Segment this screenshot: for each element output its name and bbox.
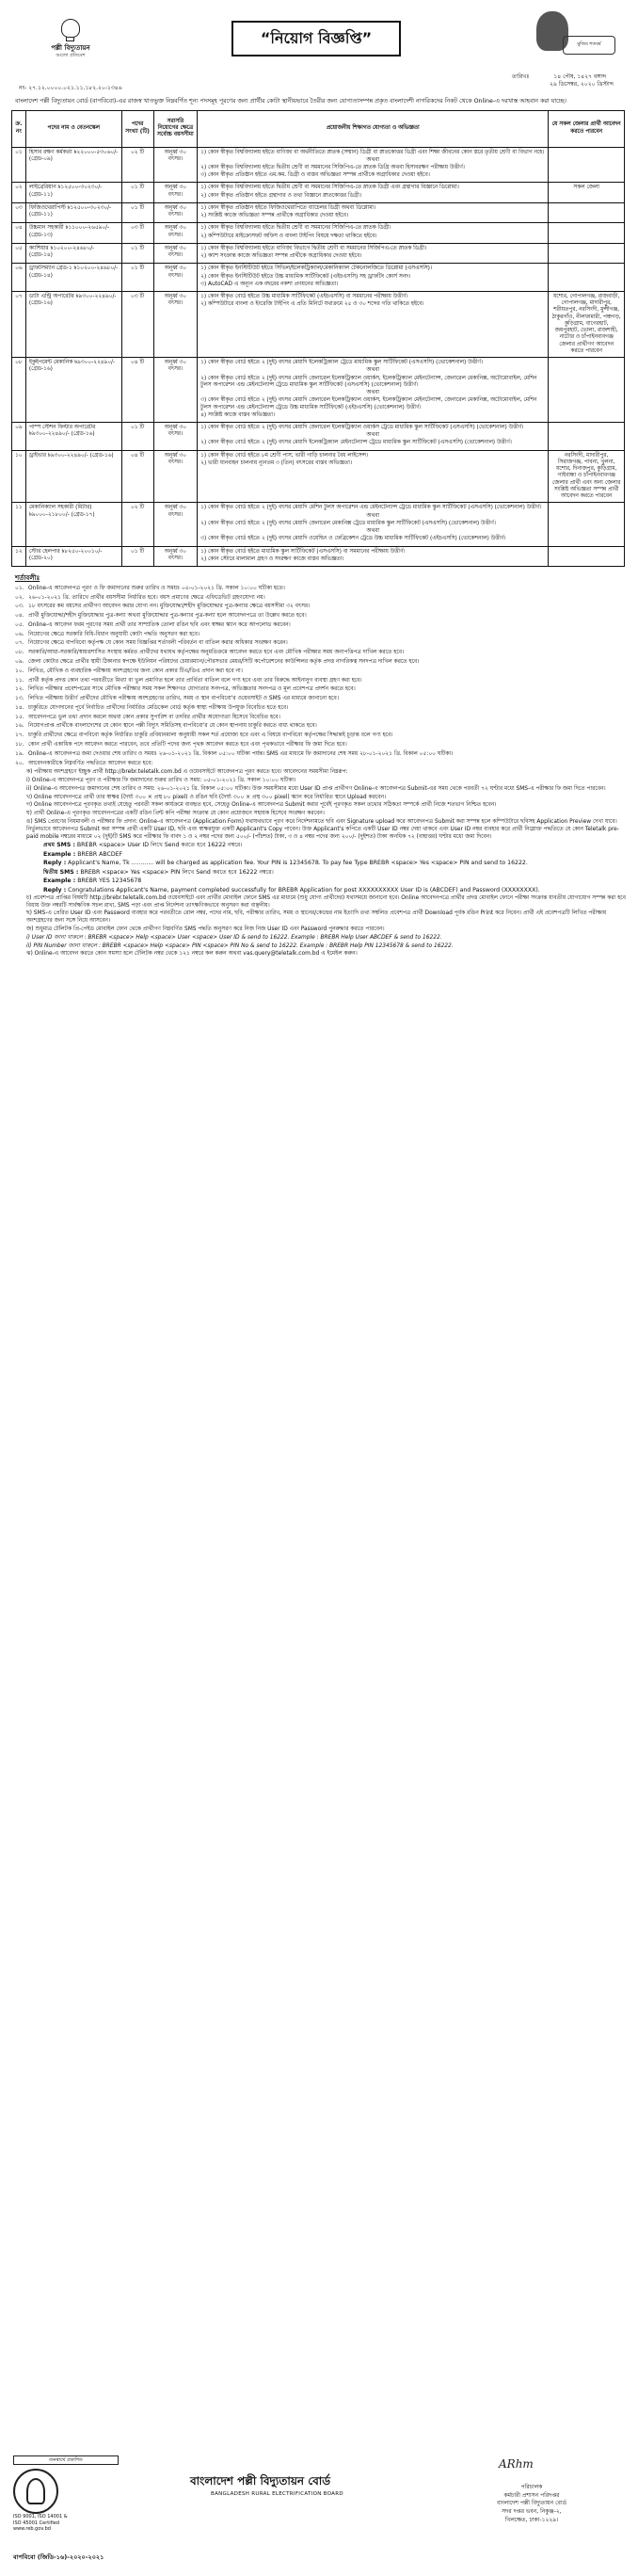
condition-number: ১৮.: [15, 742, 24, 749]
cell-district: [549, 243, 625, 263]
condition-text: ২৬-০১-২০২১ খ্রি. তারিখে প্রার্থীর বয়সসীমা নির্ধারিত হবে। বয়স প্রমাণের ক্ষেত্রে এফিডেভিট গ্রহণযোগ্য নয়।: [28, 594, 265, 601]
condition-text: Online-এ আবেদনপত্র জমা দেওয়ার শেষ তারিখ ও সময়ঃ ২৬-০১-২০২১ খ্রি. বিকাল ০৫:০০ ঘটিকা পর্যন্ত। SMS এর মাধ্যমে ফি জমাদানের শেষ সময় ২৮-০১-২০২১ খ্রি. বিকাল ০৫:০০ ঘটিকা।: [28, 750, 454, 757]
cell-count: ০৪ টি: [121, 450, 153, 503]
cell-age: অনূর্ধ্ব ৩০ বৎসর।: [153, 503, 198, 546]
qualification-line: ৪) সংশ্লিষ্ট কাজে বাস্তব অভিজ্ঞতা।: [200, 411, 276, 418]
cell-post-name: ক্যাশিয়ার ৳১০২০০-২৪৬৮০/- (গ্রেড-১৪): [25, 243, 121, 263]
cell-qualification: [198, 183, 549, 202]
procedure-step: ক) পরীক্ষায় অংশগ্রহণে ইচ্ছুক প্রার্থী http://brebr.teletalk.com.bd এ ওয়েবসাইটে আবেদনপত্র পূরণ করতে হবে। আবেদনের সময়সীমা নিম্নরূপ:: [26, 769, 348, 776]
cell-age: অনূর্ধ্ব ৩০ বৎসর।: [153, 147, 198, 183]
condition-item: [15, 715, 621, 722]
notice-code: বাপবিবো (জিডি-১৬)-২০২০-২০২১: [13, 2553, 104, 2561]
cell-count: ০৪ টি: [121, 358, 153, 423]
sms-text: BREBR <space> Yes <space> PIN লিখে Send করতে হবে 16222 নম্বরে।: [80, 868, 274, 876]
procedure-step: ঝ) Online-এ আবেদন করতে কোন সমস্যা হলে টেলিটক নম্বর থেকে ১২১ নম্বরে কল করুন অথবা vas.query@teletalk.com.bd এ ইমেইল করুন।: [26, 951, 358, 958]
condition-number: ০৩.: [15, 604, 24, 610]
qualification-line: ১) কোন স্বীকৃত বিশ্ববিদ্যালয় হইতে বাণিজ্য বা অর্থনীতিতে স্নাতক (সম্মান) ডিগ্রী বা স্নাতকোত্তর ডিগ্রী এবং শিক্ষা জীবনের কোন স্তরে তৃতীয় শ্রেণী বা বিভাগ নহে।: [200, 149, 545, 155]
qualification-line: অথবা: [366, 367, 380, 374]
conditions-title: শর্তাবলীঃ: [15, 573, 40, 582]
condition-item: [15, 761, 621, 768]
condition-number: ১৯.: [15, 750, 24, 757]
qualification-line: ২) কম্পিউটারে বাংলা ও ইংরেজি টাইপিং এ প্রতি মিনিটে যথাক্রমে ২৫ ও ৩০ শব্দের গতি থাকিতে হইবে।: [200, 301, 424, 308]
sms-text: Congratulations Applicant's Name, payment completed successfully for BREBR Application for post XXXXXXXXXX User ID is (ABCDEF) and Password (XXXXXXXX).: [68, 886, 540, 894]
cell-no: ১০: [12, 450, 26, 503]
table-row: [12, 450, 625, 503]
notice-date: [512, 73, 614, 88]
table-row: [12, 264, 625, 292]
table-header-row: [12, 110, 625, 147]
table-row: [12, 202, 625, 222]
qualification-line: ২) কোন স্বীকৃত বিশ্ববিদ্যালয় হইতে দ্বিতীয় শ্রেণী বা সমমানের সিজিপিএ-তে স্নাতক ডিগ্রি অথবা হিসাবরক্ষণ পরীক্ষায় উত্তীর্ণ।: [200, 164, 465, 170]
condition-text: লিখিত, মৌখিক ও ব্যবহারিক পরীক্ষায় অংশগ্রহণের জন্য কোন প্রকার টিএ/ডিএ প্রদান করা হবে না।: [28, 668, 243, 674]
logo-subtitle: আলো প্রতিবেশ: [56, 52, 86, 58]
header-post-name: পদের নাম ও বেতনস্কেল: [25, 110, 121, 147]
condition-text: চাকুরি প্রার্থীদের ক্ষেত্রে বাপবিবো কর্তৃক নির্ধারিত চাকুরি প্রবিধানমালা অনুযায়ী সকল শর্ত প্রযোজ্য হবে এবং এ বিষয়ে বাপবিবো কর্তৃপক্ষের সিদ্ধান্তই চূড়ান্ত বলে গণ্য হবে।: [28, 733, 393, 739]
procedure-step: ছ) SMS-এ প্রেরিত User ID এবং Password ব্যবহার করে পরবর্তীতে রোল নম্বর, পদের নাম, ছবি, পরীক্ষার তারিখ, সময় ও স্থানের/কেন্দ্রের নাম ইত্যাদি তথ্য সম্বলিত প্রবেশপত্র প্রার্থী Download পূর্বক রঙিন Print করে নিবেন। প্রার্থী এই প্রবেশপত্রটি লিখিত পরীক্ষায় অংশগ্রহণের জন্য সঙ্গে নিয়ে আসবেন।: [26, 910, 607, 925]
cell-qualification: [198, 243, 549, 263]
memo-number: নং- ২৭.১২.০০০০.০২১.১১.১৮২.২০-১৩৪৬: [19, 85, 122, 91]
notice-title: “নিয়োগ বিজ্ঞপ্তি”: [231, 21, 401, 56]
table-row: [12, 503, 625, 546]
qualification-line: ১) কোন স্বীকৃত বিশ্ববিদ্যালয় হইতে দ্বিতীয় শ্রেণী বা সমমানের সিজিপিএ-তে স্নাতক ডিগ্রী।: [200, 225, 391, 232]
breb-logo-icon: [13, 2469, 58, 2514]
condition-number: ০৪.: [15, 613, 24, 620]
condition-text: Online-এ আবেদনপত্র পূরণ ও ফি জমাদানের শুরুর তারিখ ও সময়ঃ ০৫-০১-২০২১ খ্রি. সকাল ১০:০০ ঘটিকা হতে।: [28, 585, 285, 591]
cell-qualification: [198, 147, 549, 183]
cell-count: ০১ টি: [121, 243, 153, 263]
cell-district: [549, 503, 625, 546]
condition-item: [15, 613, 621, 620]
procedure-step: চ) প্রবেশপত্র প্রাপ্তির বিষয়টি http://brebr.teletalk.com.bd ওয়েবসাইটে এবং প্রার্থীর মোবাইল ফোনে SMS এর মাধ্যমে (শুধু যোগ্য প্রার্থীদের) যথাসময়ে জানানো হবে। Online আবেদনপত্রে প্রার্থীর প্রদত্ত মোবাইল ফোনে পরীক্ষা সংক্রান্ত যাবতীয় যোগাযোগ সম্পন্ন করা হবে বিধায় উক্ত নম্বরটি সার্বক্ষণিক সচল রাখা, SMS পড়া এবং প্রাপ্ত নির্দেশনা তাৎক্ষণিকভাবে অনুসরণ করা বাঞ্ছনীয়।: [26, 894, 626, 909]
qualification-line: ১) কোন স্বীকৃত বিশ্ববিদ্যালয় হইতে বাণিজ্য বিভাগে দ্বিতীয় শ্রেণী বা সমমানের সিজিপিএ-তে স্নাতক ডিগ্রী।: [200, 245, 427, 251]
signer-line: খিলক্ষেত, ঢাকা-১২২৯।: [504, 2516, 559, 2523]
condition-number: ২০.: [15, 760, 24, 766]
qualification-line: অথবা: [366, 528, 380, 535]
posts-table: [11, 110, 625, 567]
sms-label: Reply :: [43, 886, 67, 894]
qualification-line: অথবা: [366, 512, 380, 519]
qualification-line: ২) কোন স্বীকৃত বোর্ড হইতে ২ (দুই) বৎসর মেয়াদি ইলেকট্রিক্যাল মেইনটেন্যান্স ট্রেডে মাধ্যমিক স্কুল সার্টিফিকেট (এসএসসি) (ভোকেশনাল) উত্তীর্ণ।: [200, 440, 512, 446]
condition-item: [15, 678, 621, 685]
condition-item: [15, 604, 621, 611]
sms-line: [43, 860, 630, 867]
signer-line: সদর দপ্তর ভবন, নিকুঞ্জ-২,: [502, 2508, 562, 2516]
notice-footer: [6, 2455, 630, 2568]
condition-number: ০২.: [15, 594, 24, 601]
cell-qualification: [198, 358, 549, 423]
cell-district: যশোর, গোপালগঞ্জ, রাজবাড়ী, গোপালগঞ্জ, মাদারীপুর, শরীয়তপুর, নরসিংদী, মুন্সীগঞ্জ, ঠাকুরগাঁও, নীলফামারী, পঞ্চগড়, কুড়িগ্রাম, বাগেরহাট, জয়পুরহাট, ভোলা, রাজশাহী, নাটোর ও চাঁপাইনবাবগঞ্জ জেলার প্রার্থীগণ আবেদন করতে পারবেন: [549, 292, 625, 358]
sms-label: প্রথম SMS :: [43, 842, 75, 849]
condition-number: ১২.: [15, 686, 24, 693]
bulb-icon: [61, 19, 80, 38]
header-qualification: প্রয়োজনীয় শিক্ষাগত যোগ্যতা ও অভিজ্ঞতা: [198, 110, 549, 147]
table-row: [12, 292, 625, 358]
board-name: বাংলাদেশ পল্লী বিদ্যুতায়ন বোর্ড: [190, 2474, 331, 2487]
procedure-step: ii) Online-এ আবেদনপত্র জমাদানের শেষ তারিখ ও সময়: ২৬-০১-২০২১ খ্রি. বিকাল ০৫:০০ ঘটিকা। উক্ত সময়সীমার মধ্যে User ID প্রাপ্ত প্রার্থীগণ Online-এ আবেদনপত্র Submit-এর সময় থেকে পরবর্তী ৭২ ঘণ্টার মধ্যে SMS-এ পরীক্ষার ফি জমা দিতে পারবেন।: [26, 785, 606, 792]
cell-age: অনূর্ধ্ব ৩০ বৎসর।: [153, 546, 198, 566]
cell-post-name: ডাটা এন্ট্রি অপারেটর ৳৯৩০০-২২৪৯০/- (গ্রেড-১৬): [25, 292, 121, 358]
intro-paragraph: বাংলাদেশ পল্লী বিদ্যুতায়ন বোর্ড (বাপবিবো)-এর রাজস্ব খাতভুক্ত নিম্নবর্ণিত শূন্য পদসমূহ পূরণের জন্য প্রার্থীর কোটা স্থানীয়ভাবে তৈরীর জন্য যোগ্যতাসম্পন্ন প্রকৃত বাংলাদেশী নাগরিকদের নিকট থেকে Online-এ দরখাস্ত আহবান করা যাচ্ছে।: [15, 98, 566, 105]
procedure-step: ঙ) SMS প্রেরণের নিয়মাবলী ও পরীক্ষার ফি প্রদান: Online-এ আবেদনপত্র (Application Form) যথাযথভাবে পূরণ করে নির্দেশনামতে ছবি এবং Signature upload করে আবেদনপত্র Submit করা সম্পন্ন হলে কম্পিউটারে ছবিসহ Application Preview দেখা যাবে। নির্ভুলভাবে আবেদনপত্র Submit করা সম্পন্ন প্রার্থী একটি User ID, ছবি এবং স্বাক্ষরযুক্ত একটি Applicant's Copy পাবেন। উক্ত Applicant's কপিতে একটি User ID নম্বর দেয়া থাকবে এবং User ID নম্বর ব্যবহার করে প্রার্থী নিম্নোক্ত পদ্ধতিতে যে কোন Teletalk pre-paid mobile নম্বরের মাধ্যমে ০২ (দুই)টি SMS করে পরীক্ষার ফি বাবদ ১ ও ২ নম্বর পদের জন্য ৫০০/- (পাঁচশত) টাকা, ৩ ও ৪ নম্বর পদের জন্য ২০০/- (দুইশত) টাকা অনধিক ৭২ (বাহাত্তর) ঘণ্টার মধ্যে জমা দিবেন।: [26, 819, 619, 840]
procedure-step: i) Online-এ আবেদনপত্র পূরণ ও পরীক্ষার ফি জমাদানের শুরুর তারিখ ও সময়: ০৫-০১-২০২১ খ্রি. সকাল ১০:০০ ঘটিকা।: [26, 778, 296, 784]
cell-post-name: ড্রাইভার ৳৯৩০০-২২৪৯০/- (গ্রেড-১৬): [25, 450, 121, 503]
condition-text: চাকুরিতে যোগদানের পূর্বে নির্বাচিত প্রার্থীদের নির্ধারিত মেডিকেল বোর্ড কর্তৃক স্বাস্থ্য পরীক্ষায় উপযুক্ত বিবেচিত হতে হবে।: [28, 704, 289, 711]
cell-no: ০৮: [12, 358, 26, 423]
qualification-line: ১) কোন স্বীকৃত প্রতিষ্ঠান হইতে ফিজিওথেরাপিতে ব্যাচেলর ডিগ্রী অথবা ডিপ্লোমা।: [200, 204, 376, 211]
cell-post-name: ইকুইপমেন্ট মেকানিক ৳৯৩০০-২২৪৯০/- (গ্রেড-১৬): [25, 358, 121, 423]
cell-post-name: ড্রাফটসম্যান গ্রেড-১ ৳১০২০০-২৪৬৮০/- (গ্রেড-১৪): [25, 264, 121, 292]
cell-qualification: [198, 223, 549, 243]
cell-district: [549, 147, 625, 183]
cell-no: ০৭: [12, 292, 26, 358]
table-row: [12, 358, 625, 423]
cell-district: [549, 423, 625, 451]
iso-line: ISO 9001, ISO 14001 &: [13, 2514, 68, 2520]
application-procedure-continued: [6, 895, 630, 958]
sms-instructions: [6, 842, 630, 894]
qualification-line: ১) কোন স্বীকৃত বোর্ড হইতে ২ (দুই) বৎসর মেয়াদি মেশিন টুলস অপারেশন এন্ড মেইনটেন্যান্স ট্রেডে মাধ্যমিক স্কুল সার্টিফিকেট (এসএসসি) (ভোকেশনাল) উত্তীর্ণ।: [200, 505, 542, 511]
date-label: তারিখঃ: [512, 73, 530, 80]
table-row: [12, 147, 625, 183]
cell-qualification: [198, 292, 549, 358]
signer-line: বাংলাদেশ পল্লী বিদ্যুতায়ন বোর্ড: [497, 2500, 566, 2507]
date-english: ২৯ ডিসেম্বর, ২০২০ খ্রিস্টাব্দ: [550, 80, 614, 88]
qualification-line: ১) কোন স্বীকৃত বোর্ড হইতে ২ (দুই) বৎসর মেয়াদি জেনারেল ইলেকট্রিক্যাল ওয়ার্কস ট্রেডে মাধ্যমিক স্কুল সার্টিফিকেট (এসএসসি) (ভোকেশনাল) উত্তীর্ণ।: [200, 425, 524, 430]
cell-count: ০৩ টি: [121, 223, 153, 243]
cell-count: ০১ টি: [121, 423, 153, 451]
qualification-line: অথবা: [366, 432, 380, 439]
cell-qualification: [198, 546, 549, 566]
cell-district: [549, 264, 625, 292]
cell-qualification: [198, 264, 549, 292]
sms-line: [43, 869, 630, 877]
condition-text: আবেদনপত্রে ভুল তথ্য প্রদান করলে অথবা কোন প্রকার সুপারিশ বা তদবির প্রার্থীর অযোগ্যতা হিসেবে বিবেচিত হবে।: [28, 714, 280, 720]
date-bangla: ১৪ পৌষ, ১৪২৭ বঙ্গাব্দ: [553, 73, 607, 80]
conditions-list: [15, 586, 621, 768]
cell-district: সকল জেলা: [549, 183, 625, 202]
cell-no: ০৩: [12, 202, 26, 222]
cell-post-name: স্টোর হেলপার ৳৮২৫০-২০০১০/- (গ্রেড-২০): [25, 546, 121, 566]
condition-text: লিখিত পরীক্ষায় উত্তীর্ণ প্রার্থীদের মৌখিক পরীক্ষায় অংশগ্রহণের তারিখ, সময় ও স্থান বাপবিবো'র ওয়েবসাইট ও SMS এর মাধ্যমে জানানো হবে।: [28, 696, 339, 702]
cell-qualification: [198, 450, 549, 503]
header-district: যে সকল জেলার প্রার্থী আবেদন করতে পারবেন: [549, 110, 625, 147]
condition-item: [15, 640, 621, 648]
condition-number: ১৩.: [15, 696, 24, 702]
sms-label: Reply :: [43, 860, 67, 867]
qualification-line: ৩) কোন স্বীকৃত বোর্ড হইতে ২ (দুই) বৎসর মেয়াদি জেনারেল ইলেকট্রিক্যাল ওয়ার্কস, ইলেকট্রিক্যাল মেইনটেন্যান্স, জেনারেল মেকানিক্স, অটোমোবাইল, মেশিন টুলস অপারেশন এন্ড মেইনটেন্যান্স ট্রেডে উচ্চ মাধ্যমিক সার্টিফিকেট (এইচএসসি) (ভোকেশনাল) উত্তীর্ণ।: [200, 397, 537, 411]
iso-certification: [13, 2514, 68, 2533]
cell-no: ০১: [12, 147, 26, 183]
procedure-step: ঘ) প্রার্থী Online-এ পূরণকৃত আবেদনপত্রের একটি রঙিন প্রিন্ট কপি পরীক্ষা সংক্রান্ত যে কোন প্রয়োজনে সহায়ক হিসেবে সংরক্ষণ করবেন।: [26, 811, 325, 817]
condition-item: [15, 595, 621, 603]
condition-text: লিখিত পরীক্ষার প্রবেশপত্রের সাথে মৌখিক পরীক্ষার সময় সকল শিক্ষাগত যোগ্যতার সনদপত্র, অভিজ্ঞতার সনদপত্র ও মূল প্রবেশপত্র প্রদর্শন করতে হবে।: [28, 686, 356, 693]
signer-line: পরিচালক: [520, 2484, 543, 2490]
condition-number: ১৫.: [15, 714, 24, 720]
cell-no: ০৯: [12, 423, 26, 451]
condition-number: ০৭.: [15, 640, 24, 647]
condition-item: [15, 668, 621, 676]
qualification-line: ৩) AutoCAD এ অন্যূন এক বছরের নকশা প্রণয়নের অভিজ্ঞতা।: [200, 281, 339, 287]
condition-text: ১৮ বৎসরের কম বয়সের প্রার্থীগণ আবেদন করার যোগ্য নন। মুক্তিযোদ্ধা/শহীদ মুক্তিযোদ্ধার পুত্র-কন্যার ক্ষেত্রে বয়সসীমা ৩২ বৎসর।: [28, 604, 311, 610]
condition-text: নিয়োগপ্রাপ্ত প্রার্থীকে বাংলাদেশের যে কোন স্থানে পল্লী বিদ্যুৎ সমিতিসহ বাপবিবো'র যে কোন স্থাপনায় চাকুরি করতে বাধ্য থাকতে হবে।: [28, 723, 317, 730]
condition-text: প্রার্থী কর্তৃক প্রদত্ত কোন তথ্য পরবর্তীতে মিথ্যা বা ভুল প্রমাণিত হলে তার প্রার্থিতা বাতিল বলে গণ্য হবে এবং তার বিরুদ্ধে আইনানুগ ব্যবস্থা গ্রহণ করা হবে।: [28, 677, 362, 684]
website-link[interactable]: www.reb.gov.bd: [13, 2526, 51, 2532]
condition-item: [15, 622, 621, 630]
procedure-step: i) User ID জানা থাকলে : BREBR <space> Help <space> User <space> User ID & send to 16222. Example : BREBR Help User ABCDEF & send to 16222.: [26, 934, 442, 941]
sms-line: [43, 851, 630, 859]
condition-text: প্রার্থী মুক্তিযোদ্ধা/শহীদ মুক্তিযোদ্ধার পুত্র-কন্যা অথবা মুক্তিযোদ্ধার পুত্র-কন্যার পুত্র-কন্যা হলে আবেদনপত্রে তা উল্লেখ করতে হবে।: [28, 613, 307, 620]
condition-number: ০৬.: [15, 631, 24, 637]
header-count: পদের সংখ্যা (টি): [121, 110, 153, 147]
qualification-line: অথবা: [366, 390, 380, 396]
header-no: ক্র. নং: [12, 110, 26, 147]
qualification-line: ২) কোন স্বীকৃত প্রতিষ্ঠান হইতে গ্রন্থাগার ও তথ্য বিজ্ঞানে স্নাতকোত্তর ডিগ্রী।: [200, 192, 361, 199]
cell-age: অনূর্ধ্ব ৩০ বৎসর।: [153, 292, 198, 358]
sms-label: দ্বিতীয় SMS :: [43, 868, 79, 876]
sms-text: BREBR <space> User ID লিখে Send করতে হবে 16222 নম্বরে।: [76, 842, 243, 849]
signature: ARhm: [499, 2457, 534, 2471]
condition-item: [15, 659, 621, 667]
sms-text: BREBR YES 12345678: [77, 877, 142, 885]
cell-age: অনূর্ধ্ব ৩০ বৎসর।: [153, 243, 198, 263]
cell-no: ০৫: [12, 243, 26, 263]
qualification-line: ২) কোন স্বীকৃত ইনস্টিটিউট হইতে উচ্চ মাধ্যমিক সার্টিফিকেট (এইচএসসি) সহ ড্রাফটিং কোর্স সনদ।: [200, 273, 411, 280]
cell-age: অনূর্ধ্ব ৩০ বৎসর।: [153, 450, 198, 503]
condition-text: নিয়োগের ক্ষেত্রে সরকারি বিধি-বিধান অনুযায়ী কোটা পদ্ধতি অনুসরণ করা হবে।: [28, 631, 200, 637]
condition-item: [15, 632, 621, 639]
qualification-line: ১) কোন স্বীকৃত বোর্ড হইতে মাধ্যমিক স্কুল সার্টিফিকেট (এসএসসি) বা সমমানের পরীক্ষায় উত্তীর্ণ।: [200, 548, 406, 555]
qualification-line: অথবা: [366, 156, 380, 163]
procedure-step: ii) PIN Number জানা থাকলে : BREBR <space> Help <space> PIN <space> PIN No & send to 16222. Example : BREBR Help PIN 12345678 & send to 16222.: [26, 942, 454, 949]
cell-post-name: লাইব্রেরিয়ান ৳১২৫০০-৩০২৩০/- (গ্রেড-১১): [25, 183, 121, 202]
condition-text: নিয়োগের ক্ষেত্রে বাপবিবো কর্তৃপক্ষ যে কোন সময় বিজ্ঞপ্তির শর্তাবলী পরিবর্তন বা বাতিল করার অধিকার সংরক্ষণ করেন।: [28, 640, 288, 647]
condition-item: [15, 696, 621, 703]
cell-count: ০২ টি: [121, 147, 153, 183]
condition-item: [15, 705, 621, 713]
table-row: [12, 423, 625, 451]
sms-line: [43, 842, 630, 849]
table-row: [12, 243, 625, 263]
sms-label: Example :: [43, 877, 76, 885]
cell-count: ০২ টি: [121, 503, 153, 546]
qualification-line: ১) কোন স্বীকৃত বোর্ড হইতে ৮ম শ্রেণী পাস; ভারী গাড়ি চালনার বৈধ লাইসেন্স।: [200, 452, 369, 459]
rural-electrification-logo: [34, 19, 107, 68]
sms-line: [43, 887, 630, 894]
qualification-line: ১) কোন স্বীকৃত বোর্ড হইতে ২ (দুই) বৎসর মেয়াদি ইলেকট্রিক্যাল ট্রেডে মাধ্যমিক স্কুল সার্টিফিকেট (এসএসসি) (ভোকেশনাল) উত্তীর্ণ।: [200, 360, 484, 366]
qualification-line: ২) কোন স্বীকৃত বোর্ড হইতে ২ (দুই) বৎসর মেয়াদি জেনারেল মেকানিক্স ট্রেডে মাধ্যমিক স্কুল সার্টিফিকেট (এসএসসি) (ভোকেশনাল) উত্তীর্ণ।: [200, 520, 496, 526]
condition-number: ১০.: [15, 668, 24, 674]
condition-item: [15, 751, 621, 759]
condition-item: [15, 733, 621, 740]
cell-post-name: উচ্চমান সহকারী ৳১১০০০-২৬৫৯০/- (গ্রেড-১৩): [25, 223, 121, 243]
cell-district: [549, 223, 625, 243]
sms-label: Example :: [43, 850, 76, 858]
cell-district: নরসিংদী, মাদারীপুর, সিরাজগঞ্জ, পাবনা, খুলনা, যশোর, দিনাজপুর, কুড়িগ্রাম, গাইবান্ধা ও চাঁপাইনবাবগঞ্জ জেলার প্রার্থী এবং অন্য জেলার সংশ্লিষ্ট অভিজ্ঞতা সম্পন্ন প্রার্থী আবেদন করতে পারবেন: [549, 450, 625, 503]
condition-number: ০৫.: [15, 621, 24, 628]
cell-qualification: [198, 503, 549, 546]
cell-no: ১২: [12, 546, 26, 566]
cell-no: ০২: [12, 183, 26, 202]
qualification-line: ২) সংশ্লিষ্ট কাজে অভিজ্ঞতা সম্পন্ন প্রার্থীকে অগ্রাধিকার দেওয়া হইবে।: [200, 213, 348, 219]
cell-count: ০১ টি: [121, 546, 153, 566]
qualification-line: ২) কম্পিউটারে মাইক্রোসফট অফিস ও বাংলা টাইপিং বিষয়ে দক্ষতা থাকিতে হইবে।: [200, 233, 377, 239]
condition-item: [15, 686, 621, 694]
condition-text: Online-এ আবেদন ফরম পূরণের সময় প্রার্থী তার সাম্প্রতিক তোলা রঙিন ছবি এবং স্বাক্ষর স্ক্যান করে আপলোড করবেন।: [28, 621, 291, 628]
cell-no: ০৪: [12, 223, 26, 243]
condition-number: ১৬.: [15, 723, 24, 730]
cell-age: অনূর্ধ্ব ৩০ বৎসর।: [153, 202, 198, 222]
condition-number: ১৪.: [15, 704, 24, 711]
qualification-line: ২) কোন স্টোরে মালামাল গ্রহণ ও সংরক্ষণ কাজে বাস্তব অভিজ্ঞতা।: [200, 555, 344, 562]
cell-no: ০৬: [12, 264, 26, 292]
iso-line: ISO 45001 Certified: [13, 2520, 60, 2526]
cell-post-name: মেকানিক্যাল সহকারী (মিটার) ৳৯০০০-২১৮০০/- (গ্রেড-১৭): [25, 503, 121, 546]
condition-text: কোন প্রার্থী একাধিক পদে আবেদন করতে পারবেন, তবে প্রতিটি পদের জন্য পৃথক আবেদন করতে হবে এবং পৃথকভাবে পরীক্ষার ফি জমা দিতে হবে।: [28, 742, 347, 749]
table-row: [12, 183, 625, 202]
condition-item: [15, 723, 621, 731]
qualification-line: ৩) কোন স্বীকৃত প্রতিষ্ঠান হইতে এম.কম. ডিগ্রী ও বাস্তব অভিজ্ঞতা সম্পন্ন প্রার্থীকে অগ্রাধিকার দেওয়া হইবে।: [200, 172, 430, 179]
mujib-portrait: [512, 9, 617, 68]
condition-item: [15, 650, 621, 657]
qualification-line: ৩) কোন স্বীকৃত বোর্ড হইতে ২ (দুই) বৎসর মেয়াদি ওয়েল্ডিং ও ফেব্রিকেশন ট্রেডে উচ্চ মাধ্যমিক সার্টিফিকেট (এইচএসসি) (ভোকেশনাল) উত্তীর্ণ।: [200, 536, 506, 542]
condition-text: আবেদনকারীকে নিম্নবর্ণিত পদ্ধতিতে আবেদন করতে হবে:: [28, 760, 153, 766]
cell-age: অনূর্ধ্ব ৩০ বৎসর।: [153, 358, 198, 423]
board-name-english: BANGLADESH RURAL ELECTRIFICATION BOARD: [211, 2491, 343, 2497]
qualification-line: ২) ক্যাশ সংক্রান্ত কাজে অভিজ্ঞতা সম্পন্ন প্রার্থীকে অগ্রাধিকার দেওয়া হইবে।: [200, 253, 362, 260]
cell-count: ০৩ টি: [121, 292, 153, 358]
cell-count: ০১ টি: [121, 264, 153, 292]
qualification-line: ২) কোন স্বীকৃত বোর্ড হইতে ২ (দুই) বৎসর মেয়াদি জেনারেল ইলেকট্রিক্যাল ওয়ার্কস, ইলেকট্রিক্যাল মেইনটেন্যান্স, জেনারেল মেকানিক্স, অটোমোবাইল, মেশিন টুলস অপারেশন এন্ড মেইনটেন্যান্স ট্রেডে মাধ্যমিক স্কুল সার্টিফিকেট (এসএসসি) (ভোকেশনাল) উত্তীর্ণ।: [200, 375, 537, 388]
qualification-line: ১) কোন স্বীকৃত বোর্ড হইতে উচ্চ মাধ্যমিক সার্টিফিকেট (এইচএসসি) বা সমমানের পরীক্ষায় উত্তীর্ণ।: [200, 294, 408, 300]
sms-text: BREBR ABCDEF: [77, 850, 123, 858]
cell-count: ০১ টি: [121, 202, 153, 222]
condition-number: ০৮.: [15, 650, 24, 656]
sms-line: [43, 877, 630, 885]
cell-age: অনূর্ধ্ব ৩০ বৎসর।: [153, 183, 198, 202]
logo-title: পল্লী বিদ্যুতায়ন: [51, 44, 90, 52]
condition-number: ১৭.: [15, 733, 24, 739]
cell-no: ১১: [12, 503, 26, 546]
cell-age: অনূর্ধ্ব ৩০ বৎসর।: [153, 423, 198, 451]
application-procedure: [6, 769, 630, 841]
procedure-step: গ) Online আবেদনপত্রে পূরণকৃত তথ্যই যেহেতু পরবর্তী সকল কার্যক্রমে ব্যবহৃত হবে, সেহেতু Online-এ আবেদনপত্র Submit করার পূর্বেই পূরণকৃত সকল তথ্যের সঠিকতা সম্পর্কে প্রার্থী নিজে শতভাগ নিশ্চিত হবেন।: [26, 802, 497, 809]
condition-number: ০৯.: [15, 658, 24, 665]
table-row: [12, 546, 625, 566]
cell-qualification: [198, 423, 549, 451]
condition-text: সরকারি/আধা-সরকারি/স্বায়ত্তশাসিত সংস্থায় কর্মরত প্রার্থীদের যথাযথ কর্তৃপক্ষের অনুমতিক্রমে আবেদন করতে হবে এবং মৌখিক পরীক্ষার সময় অনাপত্তিপত্র দাখিল করতে হবে।: [28, 650, 405, 656]
public-interest-tag: জনস্বার্থে প্রকাশিত: [13, 2455, 119, 2465]
header-age: সরাসরি নিয়োগের ক্ষেত্রে সর্বোচ্চ বয়সসীমা: [153, 110, 198, 147]
cell-qualification: [198, 202, 549, 222]
qualification-line: ২) ভারী যানবাহন চালনায় ন্যূনতম ৩ (তিন) বৎসরের বাস্তব অভিজ্ঞতা।: [200, 459, 352, 466]
recruitment-notice: [6, 6, 630, 2568]
cell-district: [549, 358, 625, 423]
cell-age: অনূর্ধ্ব ৩০ বৎসর।: [153, 264, 198, 292]
signer-block: [461, 2484, 602, 2524]
condition-item: [15, 742, 621, 749]
table-row: [12, 223, 625, 243]
condition-text: জেলা কোটার ক্ষেত্রে প্রার্থীর স্থায়ী ঠিকানার স্বপক্ষে ইউনিয়ন পরিষদের চেয়ারম্যান/পৌরসভার মেয়র/সিটি কর্পোরেশনের কাউন্সিলর কর্তৃক প্রদত্ত নাগরিকত্ব সনদপত্র দাখিল করতে হবে।: [28, 658, 420, 665]
qualification-line: ১) কোন স্বীকৃত ইনস্টিটিউট হইতে সিভিল/ইলেকট্রিক্যাল/মেকানিক্যাল টেকনোলজিতে ডিপ্লোমা (এসএসসি)।: [200, 266, 433, 272]
procedure-step: জ) শুধুমাত্র টেলিটক প্রি-পেইড মোবাইল ফোন থেকে প্রার্থীগণ নিম্নবর্ণিত SMS পদ্ধতি অনুসরণ করে নিজ নিজ User ID এবং Password পুনরুদ্ধার করতে পারবেন।: [26, 926, 385, 933]
cell-post-name: পাম্প স্টেশন ফিল্টার অপারেটর ৳৯৩০০-২২৪৯০/- (গ্রেড-১৬): [25, 423, 121, 451]
cell-age: অনূর্ধ্ব ৩০ বৎসর।: [153, 223, 198, 243]
condition-number: ১১.: [15, 677, 24, 684]
qualification-line: ১) কোন স্বীকৃত বিশ্ববিদ্যালয় হইতে দ্বিতীয় শ্রেণী বা সমমানের সিজিপিএ-তে স্নাতক ডিগ্রী এবং গ্রন্থাগার বিজ্ঞানে ডিপ্লোমা।: [200, 185, 459, 191]
condition-item: [15, 586, 621, 593]
signer-line: কর্মচারী প্রশাসন পরিদপ্তর: [503, 2491, 560, 2499]
notice-header: [6, 6, 630, 96]
cell-district: [549, 202, 625, 222]
cell-count: ০১ টি: [121, 183, 153, 202]
condition-number: ০১.: [15, 585, 24, 591]
cell-post-name: হিসাব রক্ষণ কর্মকর্তা ৳২২০০০-৫৩০৬০/- (গ্রেড-০৯): [25, 147, 121, 183]
sms-text: Applicant's Name, Tk ............ will be charged as application fee. Your PIN is 12345678. To pay fee Type BREBR <space> Yes <space> PIN and send to 16222.: [68, 860, 528, 867]
procedure-step: খ) Online আবেদনপত্রে প্রার্থী তার স্বাক্ষর (দৈর্ঘ্য ৩০০ × প্রস্থ ৮০ pixel) ও রঙিন ছবি (দৈর্ঘ্য ৩০০ × প্রস্থ ৩০০ pixel) স্ক্যান করে নির্ধারিত স্থানে Upload করবেন।: [26, 794, 387, 800]
cell-post-name: ফিজিওথেরাপিস্ট ৳১২৫০০-৩০২৩০/- (গ্রেড-১১): [25, 202, 121, 222]
cell-district: [549, 546, 625, 566]
mujib-borsho-logo: মুজিব শতবর্ষ: [563, 36, 615, 55]
